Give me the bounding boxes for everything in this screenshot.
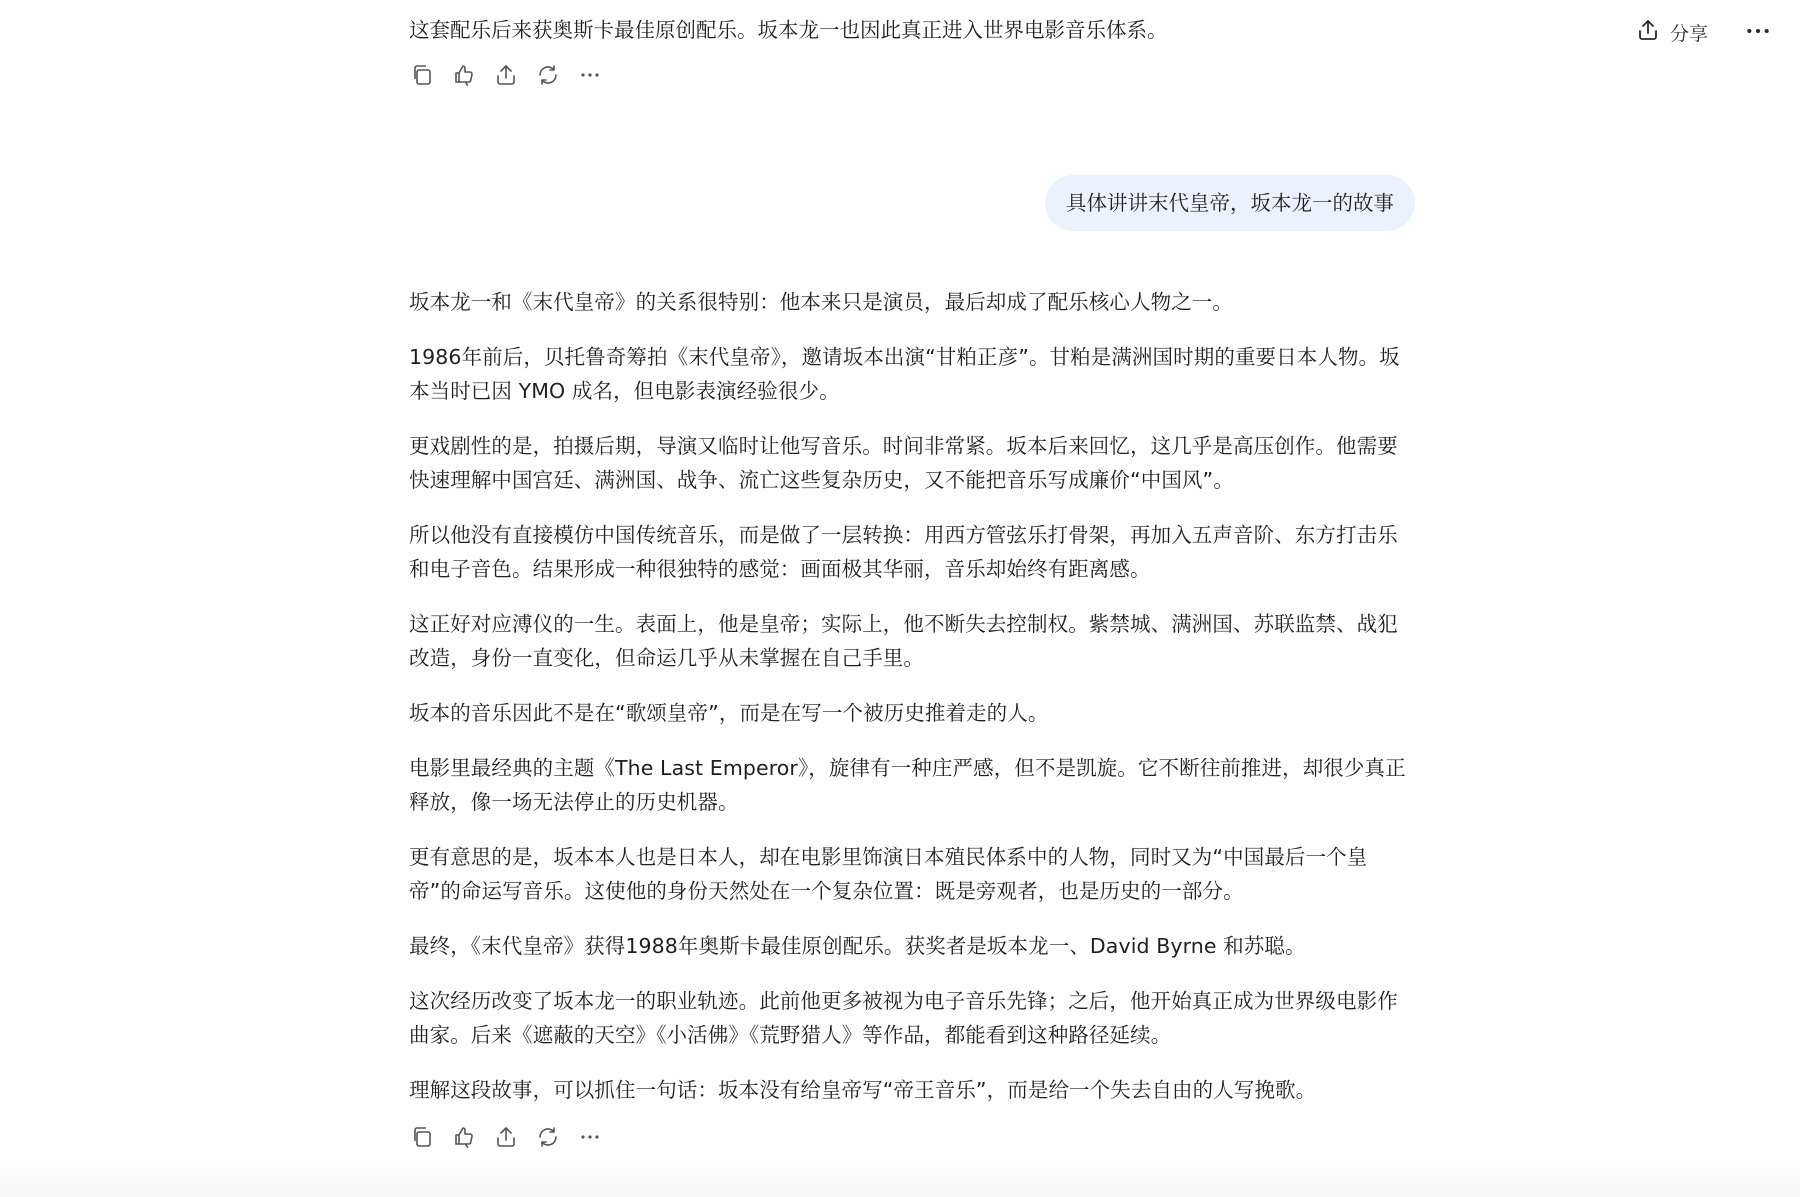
copy-icon (410, 63, 434, 91)
answer-paragraph: 坂本龙一和《末代皇帝》的关系很特别：他本来只是演员，最后却成了配乐核心人物之一。 (409, 290, 1233, 314)
share-icon (494, 63, 518, 91)
answer-paragraph: 1986年前后，贝托鲁奇筹拍《末代皇帝》，邀请坂本出演“甘粕正彦”。甘粕是满洲国时期的重要日本人物。坂本当时已因 YMO 成名，但电影表演经验很少。 (409, 345, 1400, 403)
answer-actions (409, 1126, 603, 1152)
copy-button[interactable] (409, 1126, 435, 1152)
copy-icon (410, 1125, 434, 1153)
regenerate-button[interactable] (535, 64, 561, 90)
answer-paragraph: 最终，《末代皇帝》获得1988年奥斯卡最佳原创配乐。获奖者是坂本龙一、David Byrne 和苏聪。 (409, 934, 1306, 958)
answer-paragraph: 坂本的音乐因此不是在“歌颂皇帝”，而是在写一个被历史推着走的人。 (409, 701, 1049, 725)
assistant-answer (409, 285, 1415, 1128)
share-icon (494, 1125, 518, 1153)
feedback-button[interactable] (451, 1126, 477, 1152)
more-icon (578, 63, 602, 91)
thumbs-feedback-icon (452, 63, 476, 91)
regenerate-button[interactable] (535, 1126, 561, 1152)
feedback-button[interactable] (451, 64, 477, 90)
previous-message-actions (409, 64, 603, 90)
thumbs-feedback-icon (452, 1125, 476, 1153)
answer-paragraph: 更戏剧性的是，拍摄后期，导演又临时让他写音乐。时间非常紧。坂本后来回忆，这几乎是高压创作。他需要快速理解中国宫廷、满洲国、战争、流亡这些复杂历史，又不能把音乐写成廉价“中国风”。 (409, 434, 1398, 492)
copy-button[interactable] (409, 64, 435, 90)
answer-paragraph: 所以他没有直接模仿中国传统音乐，而是做了一层转换：用西方管弦乐打骨架，再加入五声音阶、东方打击乐和电子音色。结果形成一种很独特的感觉：画面极其华丽，音乐却始终有距离感。 (409, 523, 1398, 581)
message-more-button[interactable] (577, 1126, 603, 1152)
more-icon (578, 1125, 602, 1153)
answer-paragraph: 电影里最经典的主题《The Last Emperor》，旋律有一种庄严感，但不是凯旋。它不断往前推进，却很少真正释放，像一场无法停止的历史机器。 (409, 756, 1406, 814)
user-message-bubble: 具体讲讲末代皇帝，坂本龙一的故事 (1045, 175, 1415, 231)
bottom-fade (0, 1157, 1800, 1197)
message-more-button[interactable] (577, 64, 603, 90)
share-icon (1636, 18, 1660, 47)
share-label: 分享 (1669, 23, 1708, 45)
more-options-button[interactable] (1742, 17, 1774, 49)
answer-paragraph: 更有意思的是，坂本本人也是日本人，却在电影里饰演日本殖民体系中的人物，同时又为“中国最后一个皇帝”的命运写音乐。这使他的身份天然处在一个复杂位置：既是旁观者，也是历史的一部分。 (409, 845, 1368, 903)
answer-paragraph: 理解这段故事，可以抓住一句话：坂本没有给皇帝写“帝王音乐”，而是给一个失去自由的人写挽歌。 (409, 1078, 1317, 1102)
header-actions (1630, 14, 1774, 51)
regenerate-icon (536, 63, 560, 91)
regenerate-icon (536, 1125, 560, 1153)
share-button[interactable] (1630, 14, 1714, 51)
share-message-button[interactable] (493, 64, 519, 90)
share-message-button[interactable] (493, 1126, 519, 1152)
previous-message-text: 这套配乐后来获奥斯卡最佳原创配乐。坂本龙一也因此真正进入世界电影音乐体系。 (409, 18, 1168, 42)
more-icon (1745, 18, 1771, 48)
answer-paragraph: 这正好对应溥仪的一生。表面上，他是皇帝；实际上，他不断失去控制权。紫禁城、满洲国、苏联监禁、战犯改造，身份一直变化，但命运几乎从未掌握在自己手里。 (409, 612, 1398, 670)
answer-paragraph: 这次经历改变了坂本龙一的职业轨迹。此前他更多被视为电子音乐先锋；之后，他开始真正成为世界级电影作曲家。后来《遮蔽的天空》《小活佛》《荒野猎人》等作品，都能看到这种路径延续。 (409, 989, 1398, 1047)
